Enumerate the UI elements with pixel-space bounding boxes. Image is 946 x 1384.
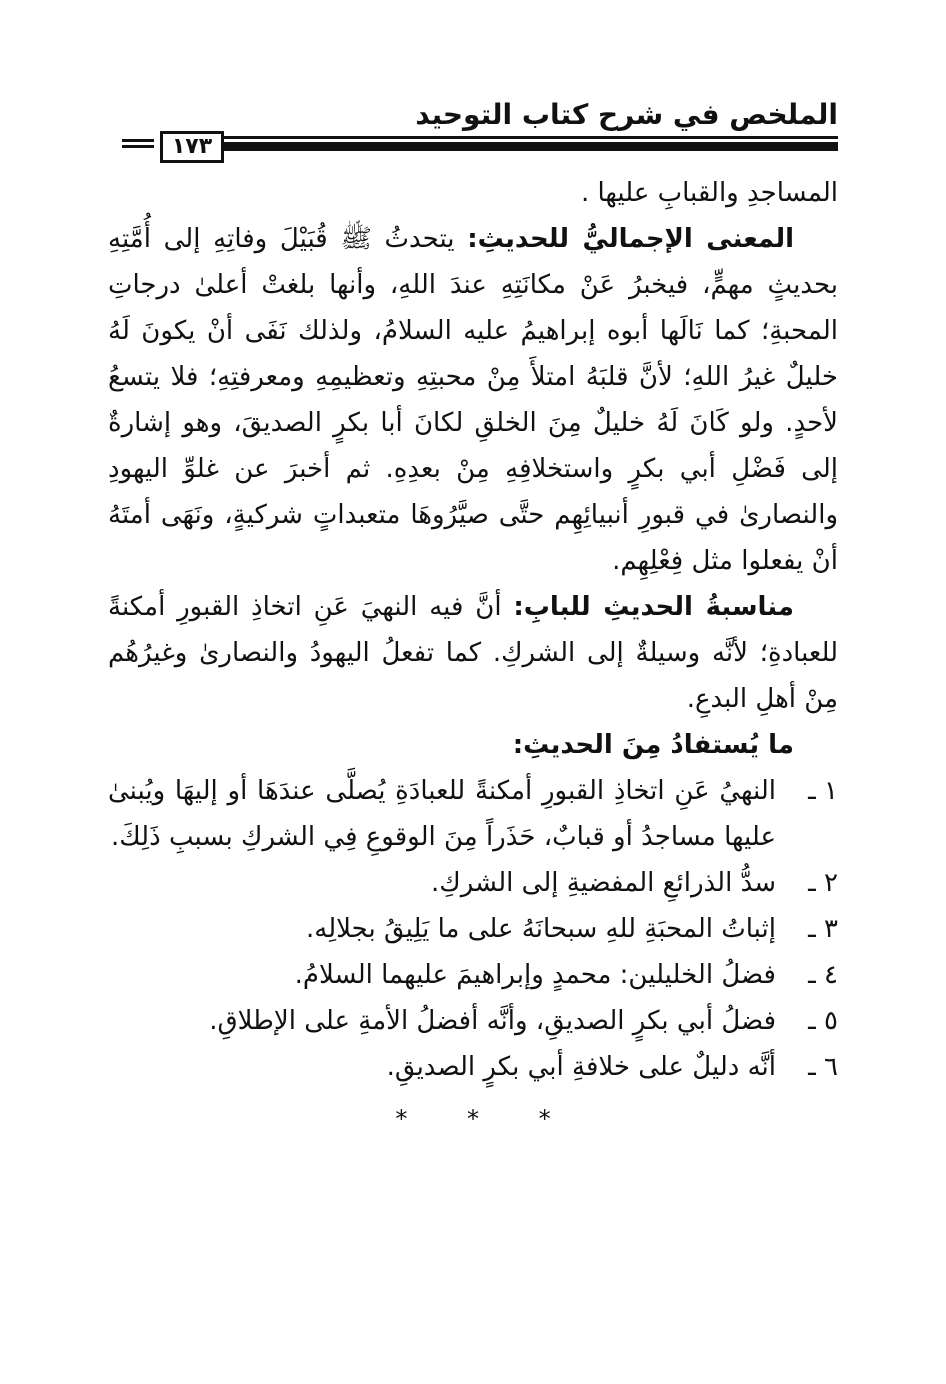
header-rule-thick — [224, 142, 838, 151]
list-item — [108, 952, 838, 998]
section-separator: * * * — [395, 1105, 577, 1133]
benefits-list — [108, 768, 838, 1090]
relevance-label: مناسبةُ الحديثِ للبابِ: — [513, 592, 794, 622]
list-item-number: ٤ ـ — [808, 960, 838, 990]
header-rule-thin — [224, 136, 838, 139]
end-mark-line — [122, 145, 154, 148]
summary-text: يتحدثُ ﷺ قُبَيْلَ وفاتِهِ إلى أُمَّتِهِ بحديثٍ مهمٍّ، فيخبرُ عَنْ مكانَتِهِ عندَ اللهِ، وأنها بلغتْ أعلىٰ درجاتِ المحبةِ؛ كما نَالَها أبوه إبراهيمُ عليه السلامُ، ولذلك نَفَى أنْ يكونَ لَهُ خليلٌ غيرُ اللهِ؛ لأنَّ قلبَهُ امتلأَ مِنْ محبتِهِ وتعظيمِهِ ومعرفتِهِ؛ فلا يتسعُ لأحدٍ. ولو كَانَ لَهُ خليلٌ مِنَ الخلقِ لكانَ أبا بكرٍ الصديقَ، وهو إشارةٌ إلى فَضْلِ أبي بكرٍ واستخلافِهِ مِنْ بعدِهِ. ثم أخبرَ عن غلوِّ اليهودِ والنصارىٰ في قبورِ أنبيائِهِم حتَّى صيَّرُوهَا متعبداتٍ شركيةٍ، ونَهَى أمتَهُ أنْ يفعلوا مثل فِعْلِهِم. — [108, 224, 838, 576]
list-item — [108, 1044, 838, 1090]
list-item-text: النهيُ عَنِ اتخاذِ القبورِ أمكنةً للعبادَةِ يُصلَّى عندَهَا أو إليهَا ويُبنىٰ عليها مساجدُ أو قبابٌ، حَذَراً مِنَ الوقوعِ فِي الشركِ بسببِ ذَلِكَ. — [108, 776, 776, 852]
list-item — [108, 860, 838, 906]
page-body — [108, 170, 838, 1142]
end-mark-line — [122, 139, 154, 142]
intro-line: المساجدِ والقبابِ عليها . — [580, 178, 838, 208]
list-item-text: فضلُ أبي بكرٍ الصديقِ، وأنَّه أفضلُ الأمةِ على الإطلاقِ. — [209, 1006, 776, 1036]
benefits-heading: ما يُستفادُ مِنَ الحديثِ: — [512, 730, 794, 760]
relevance-text: أنَّ فيه النهيَ عَنِ اتخاذِ القبورِ أمكنةً للعبادةِ؛ لأنَّه وسيلةٌ إلى الشركِ. كما تفعلُ اليهودُ والنصارىٰ وغيرُهُم مِنْ أهلِ البدعِ. — [108, 592, 838, 714]
list-item-number: ٢ ـ — [808, 868, 838, 898]
list-item-number: ٦ ـ — [808, 1052, 838, 1082]
header-rule-end-mark — [122, 139, 154, 151]
list-item-number: ٣ ـ — [808, 914, 838, 944]
list-item — [108, 906, 838, 952]
list-item — [108, 768, 838, 860]
list-item-text: سدُّ الذرائعِ المفضيةِ إلى الشركِ. — [431, 868, 776, 898]
list-item-number: ١ ـ — [808, 776, 838, 806]
summary-label: المعنى الإجماليُّ للحديثِ: — [467, 224, 795, 254]
list-item-number: ٥ ـ — [808, 1006, 838, 1036]
list-item — [108, 998, 838, 1044]
summary-paragraph — [108, 216, 838, 584]
header-rule — [224, 136, 838, 156]
relevance-paragraph — [108, 584, 838, 722]
page-number: ١٧٣ — [160, 131, 224, 163]
running-header-title: الملخص في شرح كتاب التوحيد — [415, 98, 838, 131]
list-item-text: فضلُ الخليلين: محمدٍ وإبراهيمَ عليهما السلامُ. — [294, 960, 776, 990]
list-item-text: إثباتُ المحبَةِ للهِ سبحانَهُ على ما يَلِيقُ بجلالِه. — [306, 914, 776, 944]
list-item-text: أنَّه دليلٌ على خلافةِ أبي بكرٍ الصديقِ. — [386, 1052, 776, 1082]
